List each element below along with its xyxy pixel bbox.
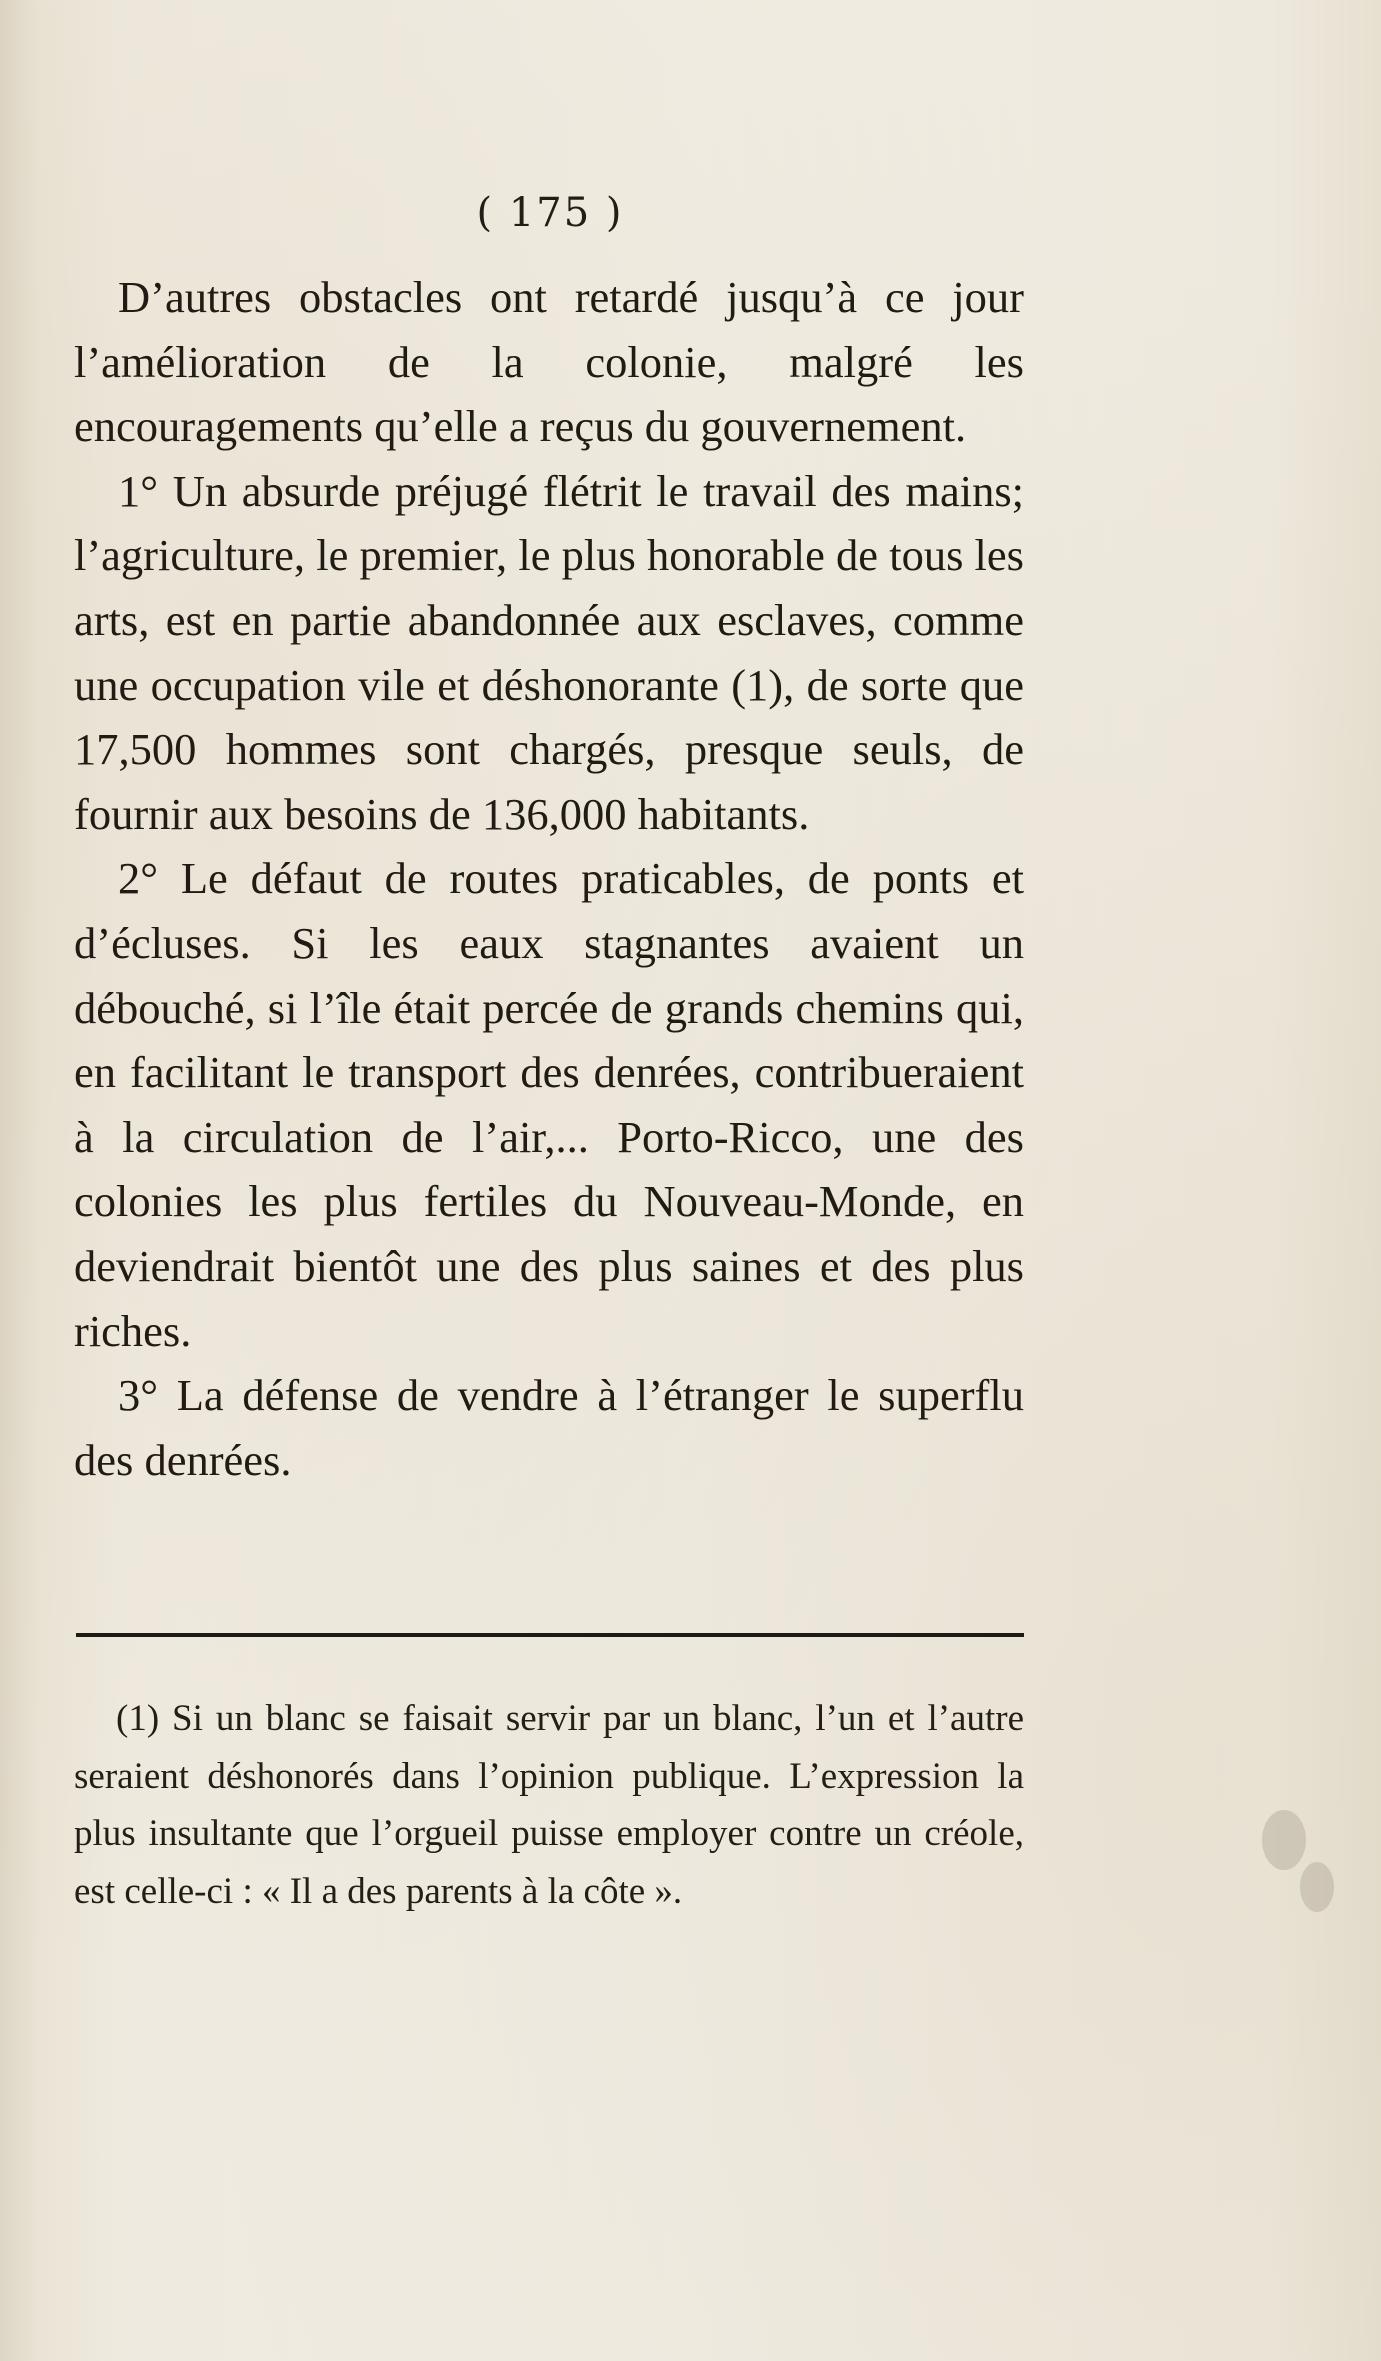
footnote [74, 1690, 1024, 1920]
paragraph-point-1: 1° Un absurde préjugé flétrit le travail des mains; l’agriculture, le premier, le plus honorable de tous les arts, est en partie abandonnée aux esclaves, comme une occupation vile et déshonorante (1), de sorte que 17,500 hommes sont chargés, presque seuls, de fournir aux besoins de 136,000 habitants. [74, 465, 1024, 839]
page-number: ( 175 ) [476, 190, 624, 236]
paper-stain [1262, 1810, 1306, 1870]
body-text [74, 265, 1024, 1492]
footnote-separator-rule [76, 1633, 1024, 1637]
paragraph-point-3: 3° La défense de vendre à l’étranger le superflu des denrées. [74, 1370, 1024, 1485]
paragraph-point-2: 2° Le défaut de routes praticables, de ponts et d’écluses. Si les eaux stagnantes avaient un débouché, si l’île était percée de grands chemins qui, en facilitant le transport des denrées, contribueraient à la circulation de l’air,... Porto-Ricco, une des colonies les plus fertiles du Nouveau-Monde, en deviendrait bientôt une des plus saines et des plus riches. [74, 853, 1024, 1356]
paragraph-intro: D’autres obstacles ont retardé jusqu’à ce jour l’amélioration de la colonie, malgré les encouragements qu’elle a reçus du gouvernement. [74, 272, 1024, 452]
paper-stain [1300, 1862, 1334, 1912]
footnote-text: (1) Si un blanc se faisait servir par un blanc, l’un et l’autre seraient déshonorés dans l’opinion publique. L’expression la plus insultante que l’orgueil puisse employer contre un créole, est celle-ci : « Il a des parents à la côte ». [74, 1698, 1024, 1912]
